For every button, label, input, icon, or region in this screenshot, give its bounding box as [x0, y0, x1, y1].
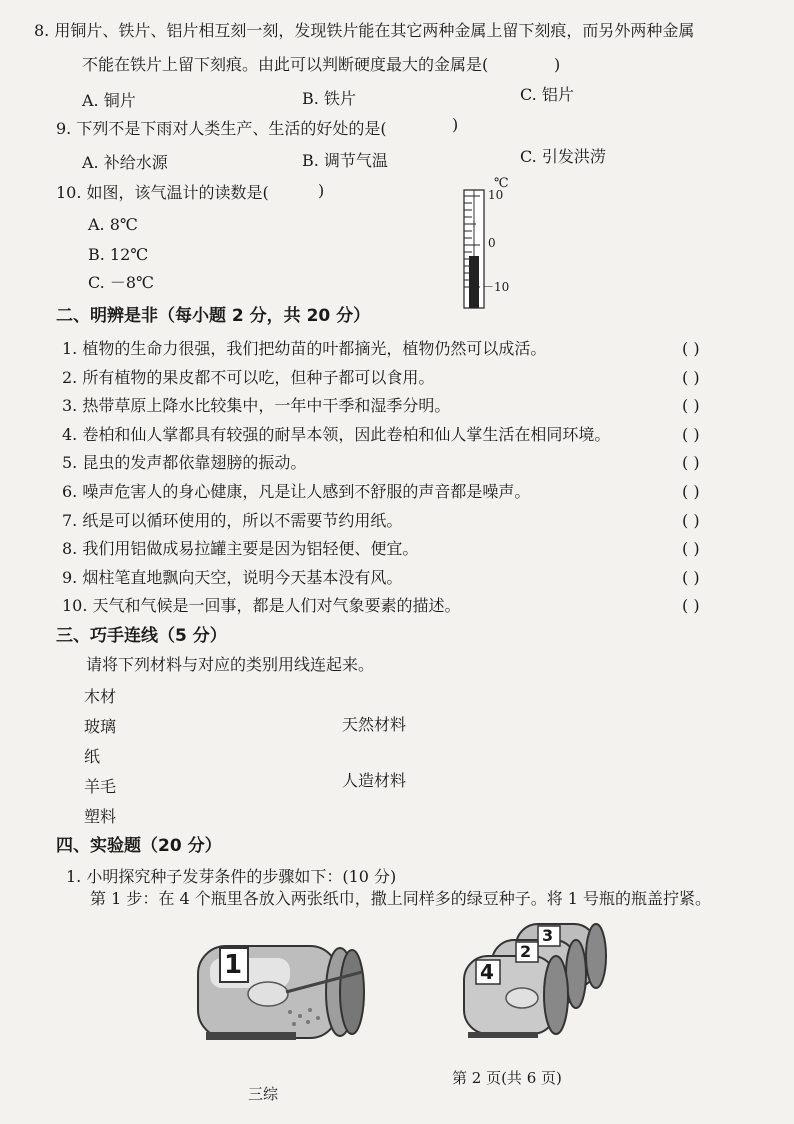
section4-q1: 1. 小明探究种子发芽条件的步骤如下：(10 分): [66, 867, 397, 886]
true-false-item: [62, 424, 752, 446]
q9-answer-close[interactable]: ): [452, 115, 459, 134]
thermometer-tick-bottom: －10: [482, 280, 510, 294]
true-false-item: [62, 481, 752, 503]
section3-instruction: 请将下列材料与对应的类别用线连起来。: [86, 655, 375, 674]
answer-bracket[interactable]: ( ): [682, 539, 700, 558]
answer-bracket[interactable]: ( ): [682, 368, 700, 387]
answer-bracket[interactable]: ( ): [682, 568, 700, 587]
q9-option-c[interactable]: C. 引发洪涝: [520, 147, 606, 166]
q10-option-b[interactable]: B. 12℃: [88, 245, 149, 264]
q8-line1: 8. 用铜片、铁片、铝片相互刻一刻，发现铁片能在其它两种金属上留下刻痕，而另外两种金属: [34, 21, 695, 40]
answer-bracket[interactable]: ( ): [682, 396, 700, 415]
true-false-statement: 7. 纸是可以循环使用的，所以不需要节约用纸。: [62, 511, 403, 530]
true-false-item: [62, 367, 752, 389]
q9-option-b[interactable]: B. 调节气温: [302, 151, 388, 170]
true-false-statement: 2. 所有植物的果皮都不可以吃，但种子都可以食用。: [62, 368, 435, 387]
answer-bracket[interactable]: ( ): [682, 339, 700, 358]
true-false-item: [62, 595, 752, 617]
true-false-item: [62, 538, 752, 560]
true-false-item: [62, 567, 752, 589]
answer-bracket[interactable]: ( ): [682, 511, 700, 530]
jar-1-figure: [190, 932, 380, 1052]
answer-bracket[interactable]: ( ): [682, 425, 700, 444]
section3-title: 三、巧手连线（5 分）: [56, 626, 227, 646]
q8-option-c[interactable]: C. 铝片: [520, 85, 574, 104]
q10-text: 10. 如图，该气温计的读数是(: [56, 183, 269, 202]
material-glass[interactable]: 玻璃: [84, 717, 117, 736]
material-paper[interactable]: 纸: [84, 747, 101, 766]
q9-option-a[interactable]: A. 补给水源: [82, 153, 168, 172]
true-false-statement: 10. 天气和气候是一回事，都是人们对气象要素的描述。: [62, 596, 461, 615]
jar-label-3: 3: [542, 926, 554, 945]
q10-option-a[interactable]: A. 8℃: [88, 215, 138, 234]
true-false-statement: 4. 卷柏和仙人掌都具有较强的耐旱本领，因此卷柏和仙人掌生活在相同环境。: [62, 425, 611, 444]
q8-option-a[interactable]: A. 铜片: [82, 91, 136, 110]
section4-title: 四、实验题（20 分）: [56, 836, 222, 856]
category-natural[interactable]: 天然材料: [342, 715, 407, 734]
true-false-item: [62, 452, 752, 474]
q8-answer-close[interactable]: ): [554, 55, 561, 74]
true-false-statement: 9. 烟柱笔直地飘向天空，说明今天基本没有风。: [62, 568, 403, 587]
material-plastic[interactable]: 塑料: [84, 807, 117, 826]
jars-2-3-4-figure: [456, 920, 616, 1050]
thermometer-tick-zero: 0: [488, 236, 496, 250]
category-artificial[interactable]: 人造材料: [342, 771, 407, 790]
true-false-statement: 5. 昆虫的发声都依靠翅膀的振动。: [62, 453, 307, 472]
answer-bracket[interactable]: ( ): [682, 596, 700, 615]
true-false-item: [62, 395, 752, 417]
jar-label-1: 1: [224, 950, 243, 980]
q8-option-b[interactable]: B. 铁片: [302, 89, 356, 108]
answer-bracket[interactable]: ( ): [682, 453, 700, 472]
true-false-statement: 8. 我们用铝做成易拉罐主要是因为铝轻便、便宜。: [62, 539, 419, 558]
true-false-statement: 6. 噪声危害人的身心健康，凡是让人感到不舒服的声音都是噪声。: [62, 482, 531, 501]
q9-text: 9. 下列不是下雨对人类生产、生活的好处的是(: [56, 119, 387, 138]
true-false-item: [62, 510, 752, 532]
footer-subject: 三综: [248, 1085, 279, 1103]
thermometer-tick-top: 10: [488, 188, 504, 202]
jar-group-icon: [456, 920, 616, 1050]
q8-line2: 不能在铁片上留下刻痕。由此可以判断硬度最大的金属是(: [82, 55, 489, 74]
material-wood[interactable]: 木材: [84, 687, 117, 706]
q10-answer-close[interactable]: ): [318, 181, 325, 200]
answer-bracket[interactable]: ( ): [682, 482, 700, 501]
jar-label-2: 2: [520, 942, 532, 961]
true-false-item: [62, 338, 752, 360]
thermometer-figure: [440, 176, 560, 310]
jar-icon: [190, 932, 380, 1052]
section2-title: 二、明辨是非（每小题 2 分，共 20 分）: [56, 306, 371, 326]
true-false-statement: 1. 植物的生命力很强，我们把幼苗的叶都摘光，植物仍然可以成活。: [62, 339, 547, 358]
q10-option-c[interactable]: C. －8℃: [88, 273, 154, 292]
jar-label-4: 4: [480, 960, 494, 984]
section4-step1: 第 1 步：在 4 个瓶里各放入两张纸巾，撒上同样多的绿豆种子。将 1 号瓶的瓶盖拧紧。: [90, 889, 712, 908]
true-false-statement: 3. 热带草原上降水比较集中，一年中干季和湿季分明。: [62, 396, 451, 415]
footer-page-number: 第 2 页(共 6 页): [452, 1069, 562, 1087]
material-wool[interactable]: 羊毛: [84, 777, 117, 796]
thermometer-unit: ℃: [494, 176, 509, 191]
